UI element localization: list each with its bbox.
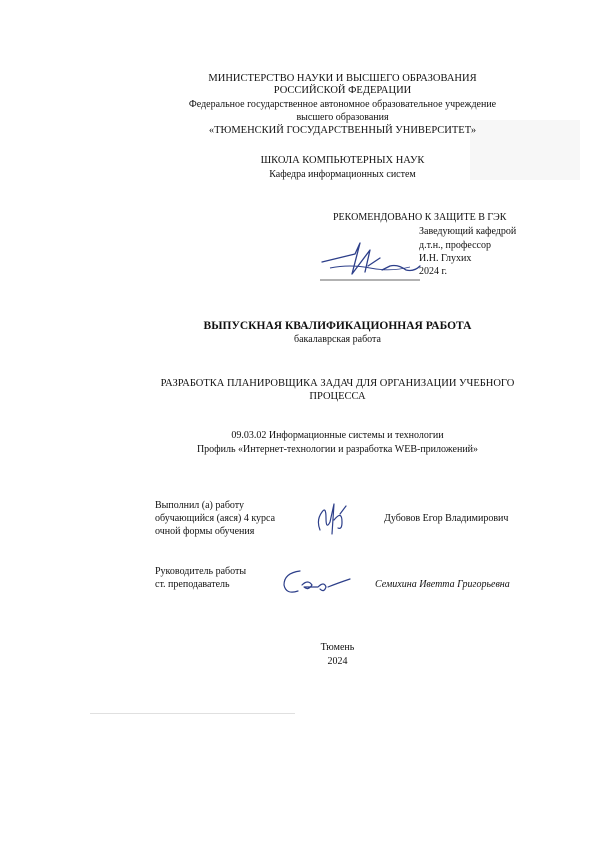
ministry-line1: МИНИСТЕРСТВО НАУКИ И ВЫСШЕГО ОБРАЗОВАНИЯ [208,73,477,84]
footer-year: 2024 [327,656,348,667]
institution-line2: высшего образования [296,112,389,123]
author-signature [312,500,352,540]
author-name: Дубовов Егор Владимирович [384,513,509,524]
approval-recommended: РЕКОМЕНДОВАНО К ЗАЩИТЕ В ГЭК [333,212,507,223]
approval-date: 2024 г. [419,266,447,277]
work-type: ВЫПУСКНАЯ КВАЛИФИКАЦИОННАЯ РАБОТА [203,320,472,332]
supervisor-line2: ст. преподаватель [155,579,230,590]
author-line2: обучающийся (аяся) 4 курса [155,513,276,524]
department-name: Кафедра информационных систем [269,169,416,180]
approval-name: И.Н. Глухих [419,253,472,264]
approval-degree: д.т.н., профессор [419,240,491,251]
work-subtype: бакалаврская работа [294,334,381,345]
supervisor-line1: Руководитель работы [155,566,247,577]
supervisor-signature [278,565,358,599]
school-name: ШКОЛА КОМПЬЮТЕРНЫХ НАУК [260,155,425,166]
author-line3: очной формы обучения [155,526,255,537]
approval-signature [310,240,430,290]
ministry-line2: РОССИЙСКОЙ ФЕДЕРАЦИИ [273,85,412,96]
university-name: «ТЮМЕНСКИЙ ГОСУДАРСТВЕННЫЙ УНИВЕРСИТЕТ» [208,125,477,136]
work-title-line1: РАЗРАБОТКА ПЛАНИРОВЩИКА ЗАДАЧ ДЛЯ ОРГАНИЗАЦИИ УЧЕБНОГО [160,378,515,389]
footer-city: Тюмень [320,642,355,653]
work-title-line2: ПРОЦЕССА [309,391,366,402]
supervisor-name: Семихина Иветта Григорьевна [375,579,510,590]
work-profile: Профиль «Интернет-технологии и разработка WEB-приложений» [196,444,479,455]
approval-position: Заведующий кафедрой [419,226,517,237]
author-line1: Выполнил (а) работу [155,500,245,511]
work-code: 09.03.02 Информационные системы и технологии [231,430,444,441]
scan-line [90,713,295,714]
institution-line1: Федеральное государственное автономное образовательное учреждение [188,99,497,110]
